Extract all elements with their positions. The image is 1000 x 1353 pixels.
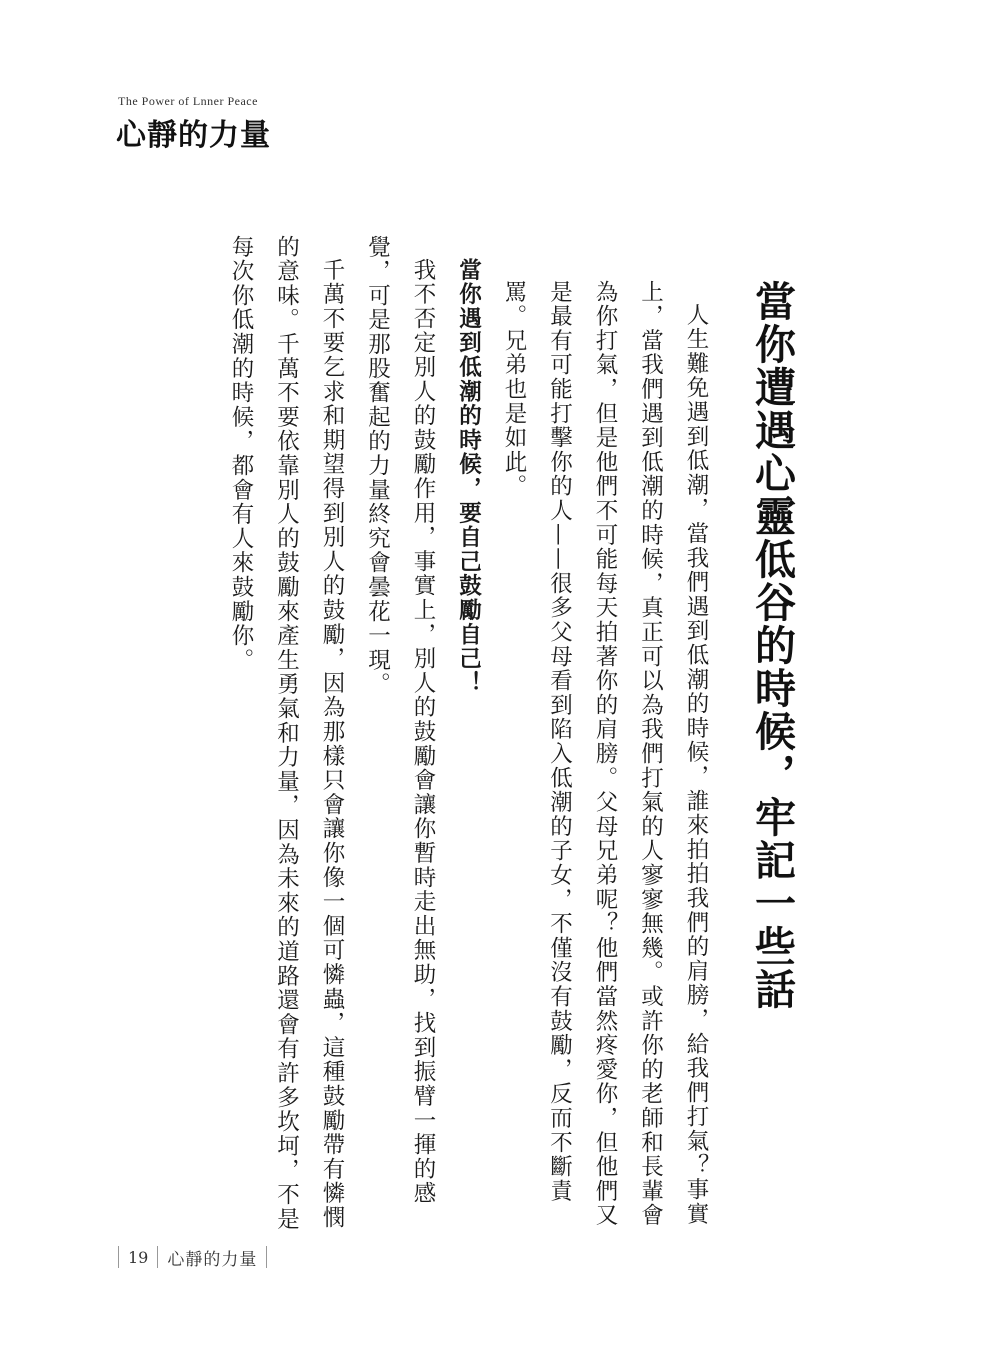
running-header-title: 心靜的力量 bbox=[116, 118, 271, 153]
paragraph-4: 千萬不要乞求和期望得到別人的鼓勵，因為那樣只會讓你像一個可憐蟲，這種鼓勵帶有憐憫的意味。千萬不要依靠別人的鼓勵來產生勇氣和力量，因為未來的道路還會有許多坎坷，不是每次你低潮的時候，都會有人來鼓勵你。 bbox=[228, 235, 345, 1232]
article-headline: 當你遭遇心靈低谷的時候，牢記一些話 bbox=[748, 280, 796, 1011]
page-footer bbox=[118, 1246, 267, 1268]
paragraph-2: 當你遇到低潮的時候，要自己鼓勵自己！ bbox=[455, 257, 482, 695]
footer-book-title: 心靜的力量 bbox=[167, 1249, 258, 1270]
page-number: 19 bbox=[128, 1247, 149, 1267]
article-body bbox=[120, 230, 800, 1240]
paragraph-3: 我不否定別人的鼓勵作用，事實上，別人的鼓勵會讓你暫時走出無助，找到振臂一揮的感覺，可是那股奮起的力量終究會曇花一現。 bbox=[364, 235, 436, 1206]
running-header-english: The Power of Lnner Peace bbox=[118, 94, 258, 108]
footer-divider bbox=[266, 1246, 267, 1268]
paragraph-1: 人生難免遇到低潮，當我們遇到低潮的時候，誰來拍拍我們的肩膀，給我們打氣？事實上，當我們遇到低潮的時候，真正可以為我們打氣的人寥寥無幾。或許你的老師和長輩會為你打氣，但是他們不可能每天拍著你的肩膀。父母兄弟呢？他們當然疼愛你，但他們又是最有可能打擊你的人——很多父母看到陷入低潮的子女，不僅沒有鼓勵，反而不斷責罵。兄弟也是如此。 bbox=[501, 280, 709, 1228]
